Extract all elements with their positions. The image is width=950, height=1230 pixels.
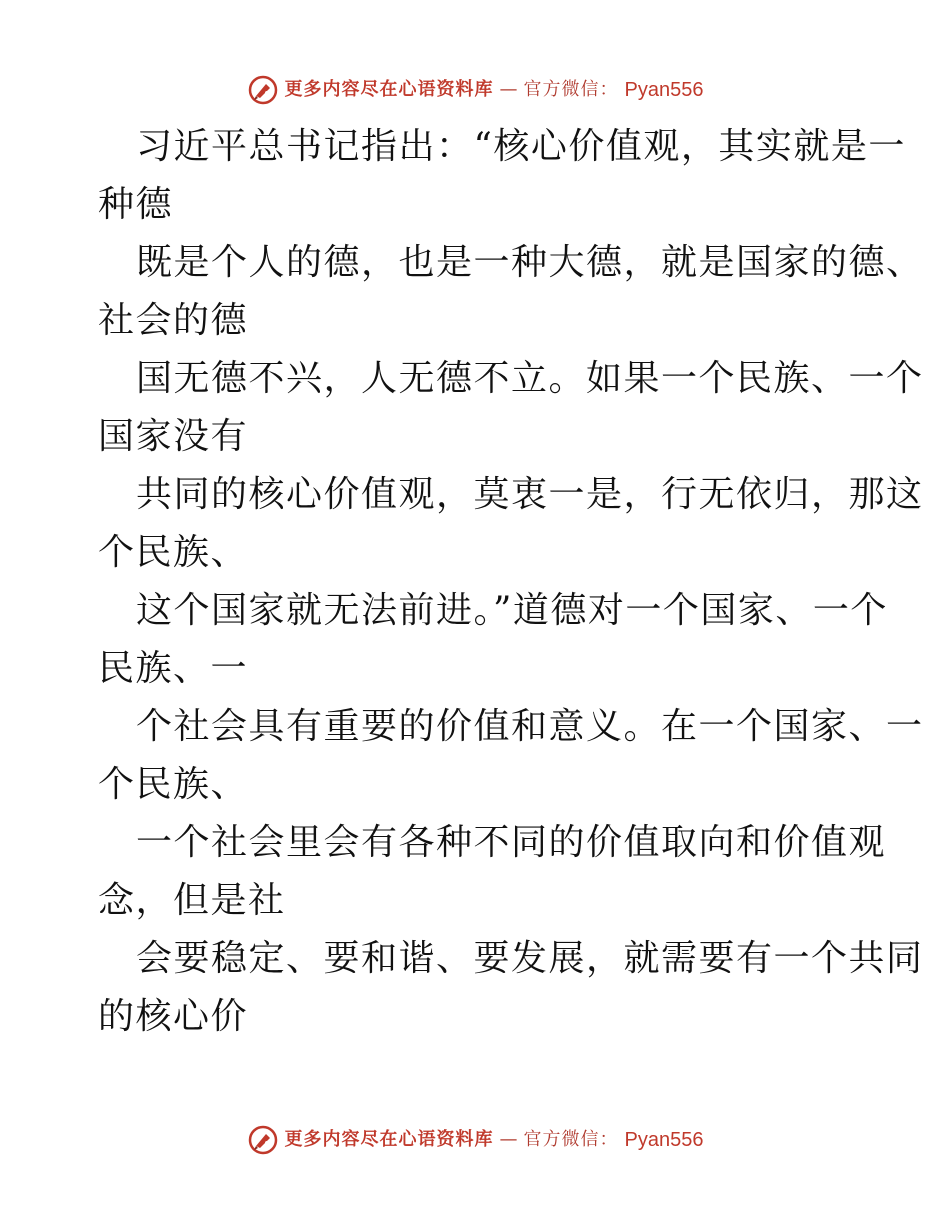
body-line: 念，但是社 [98, 880, 286, 921]
body-line: 个社会具有重要的价值和意义。在一个国家、一 [136, 706, 924, 747]
body-line: 既是个人的德，也是一种大德，就是国家的德、 [136, 242, 924, 283]
footer-watermark-banner [0, 1123, 950, 1157]
body-line: 会要稳定、要和谐、要发展，就需要有一个共同 [136, 938, 924, 979]
pen-logo-icon [247, 74, 279, 106]
header-official-label: 官方微信： [523, 79, 619, 100]
body-line: 种德 [98, 184, 174, 225]
footer-wechat-handle: Pyan556 [624, 1129, 704, 1151]
header-brand-text: 更多内容尽在心语资料库 [284, 79, 494, 100]
pen-logo-icon [247, 1124, 279, 1156]
header-watermark-banner [0, 73, 950, 107]
body-line: 国家没有 [98, 416, 249, 457]
header-wechat-handle: Pyan556 [624, 79, 704, 101]
body-line: 共同的核心价值观，莫衷一是，行无依归，那这 [136, 474, 924, 515]
body-line: 习近平总书记指出：“核心价值观，其实就是一 [136, 126, 906, 167]
footer-dash: — [499, 1129, 518, 1150]
body-line: 的核心价 [98, 996, 249, 1037]
body-line: 社会的德 [98, 300, 249, 341]
footer-official-label: 官方微信： [523, 1129, 619, 1150]
body-line: 个民族、 [98, 532, 249, 573]
document-body [98, 118, 924, 1046]
body-line: 个民族、 [98, 764, 249, 805]
header-dash: — [499, 79, 518, 100]
body-line: 民族、一 [98, 648, 249, 689]
body-line: 国无德不兴，人无德不立。如果一个民族、一个 [136, 358, 924, 399]
body-line: 这个国家就无法前进。”道德对一个国家、一个 [136, 590, 888, 631]
body-line: 一个社会里会有各种不同的价值取向和价值观 [136, 822, 887, 863]
footer-brand-text: 更多内容尽在心语资料库 [284, 1129, 494, 1150]
